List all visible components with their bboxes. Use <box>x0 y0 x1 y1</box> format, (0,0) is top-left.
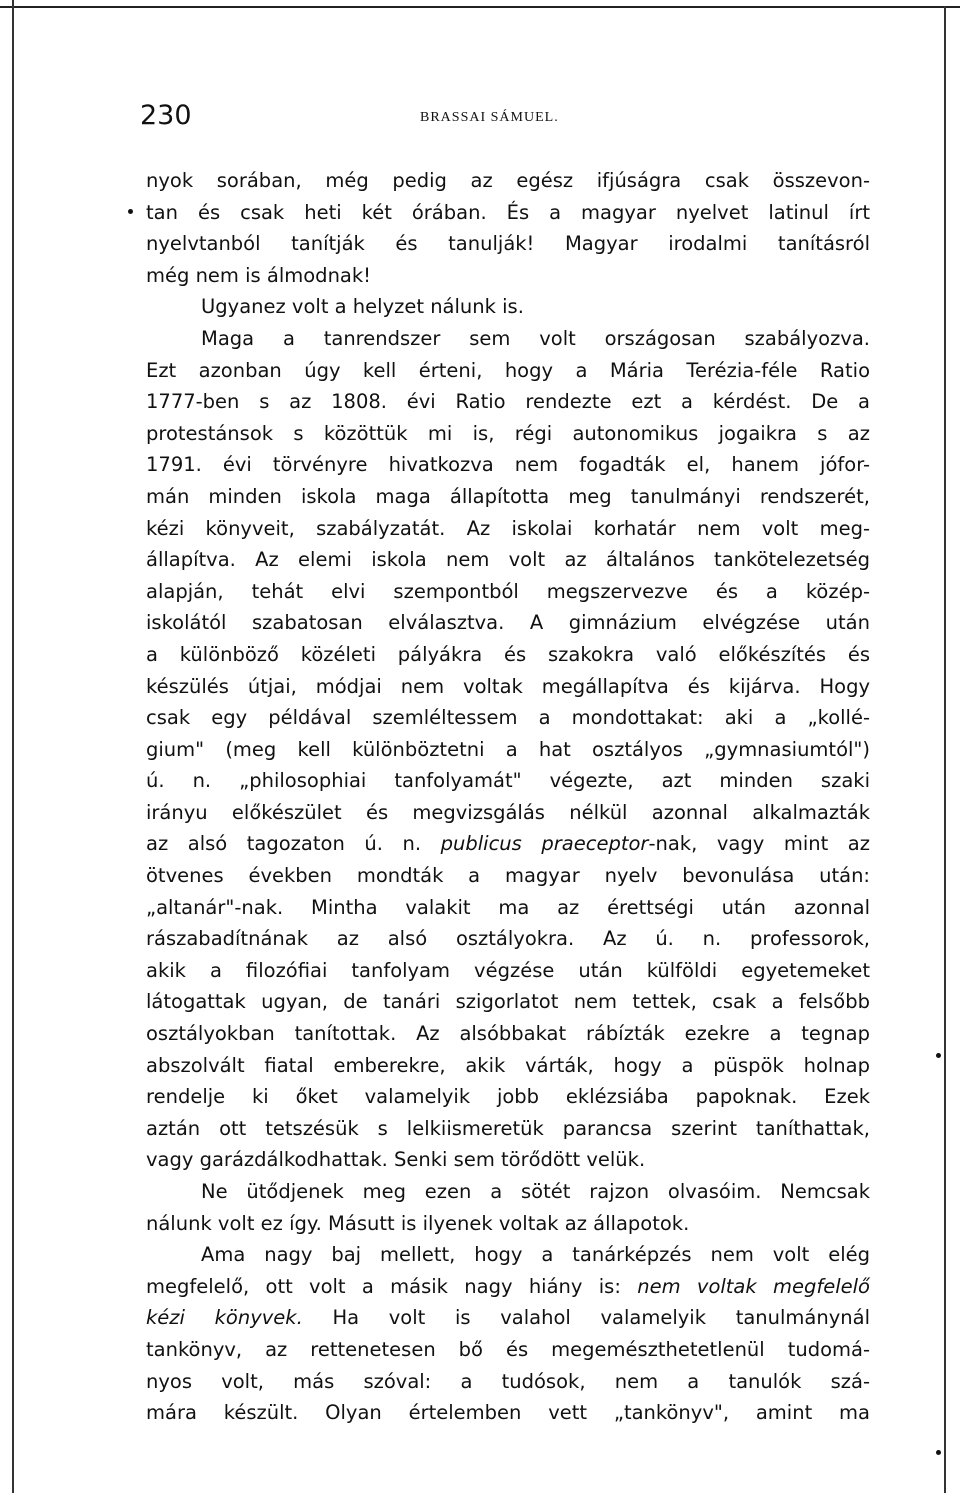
page-frame-top-rule <box>0 6 960 8</box>
page-number: 230 <box>140 100 192 131</box>
page-frame-left-rule <box>12 0 14 1493</box>
text-line: ötvenes években mondták a magyar nyelv bevonulása után: <box>146 864 870 888</box>
text-line: Ama nagy baj mellett, hogy a tanárképzés nem volt elég <box>201 1243 870 1267</box>
text-line: készülés útjai, módjai nem voltak megállapítva és kijárva. Hogy <box>146 674 870 698</box>
text-line: gium" (meg kell különböztetni a hat osztályos „gymnasiumtól") <box>146 737 870 761</box>
text-line: kézi könyveit, szabályzatát. Az iskolai korhatár nem volt meg- <box>146 516 870 540</box>
text-line: 1791. évi törvényre hivatkozva nem fogadták el, hanem jófor- <box>146 453 870 477</box>
margin-mark <box>128 209 133 214</box>
text-line: Maga a tanrendszer sem volt országosan szabályozva. <box>201 326 870 350</box>
text-line: alapján, tehát elvi szempontból megszervezve és a közép- <box>146 579 870 603</box>
text-line: ú. n. „philosophiai tanfolyamát" végezte, azt minden szaki <box>146 769 870 793</box>
italic-phrase: kézi könyvek. <box>146 1306 303 1330</box>
text-line: nyos volt, más szóval: a tudósok, nem a tanulók szá- <box>146 1369 870 1393</box>
text-line: nyok sorában, még pedig az egész ifjúságra csak összevon- <box>146 169 870 192</box>
text-line: akik a filozófiai tanfolyam végzése után külföldi egyetemeket <box>146 958 870 982</box>
page-frame-right-rule <box>944 6 946 1493</box>
italic-phrase: nem voltak megfelelő <box>637 1274 870 1298</box>
margin-mark <box>936 1450 941 1455</box>
text-line: megfelelő, ott volt a másik nagy hiány is: nem voltak megfelelő <box>146 1274 870 1298</box>
text-line: még nem is álmodnak! <box>146 263 371 287</box>
text-line: látogattak ugyan, de tanári szigorlatot nem tettek, csak a felsőbb <box>146 990 870 1014</box>
text-line: csak egy példával szemléltessem a mondottakat: aki a „kollé- <box>146 706 870 730</box>
running-head: BRASSAI SÁMUEL. <box>420 110 559 125</box>
text-line: vagy garázdálkodhattak. Senki sem törődött velük. <box>146 1148 646 1172</box>
text-line: 1777-ben s az 1808. évi Ratio rendezte ezt a kérdést. De a <box>146 390 870 414</box>
text-line: mán minden iskola maga állapította meg tanulmányi rendszerét, <box>146 484 870 508</box>
text-line: rendelje ki őket valamelyik jobb eklézsiába papoknak. Ezek <box>146 1085 870 1109</box>
text-line: iskolától szabatosan elválasztva. A gimnázium elvégzése után <box>146 611 870 635</box>
text-line: nyelvtanból tanítják és tanulják! Magyar irodalmi tanításról <box>146 232 870 256</box>
text-line: irányu előkészület és megvizsgálás nélkül azonnal alkalmazták <box>146 800 870 824</box>
text-line: rászabadítnának az alsó osztályokra. Az ú. n. professorok, <box>146 927 870 951</box>
text-line: nálunk volt ez így. Másutt is ilyenek voltak az állapotok. <box>146 1211 690 1235</box>
text-line: kézi könyvek. Ha volt is valahol valamelyik tanulmánynál <box>146 1306 870 1330</box>
text-line: az alsó tagozaton ú. n. publicus praeceptor-nak, vagy mint az <box>146 832 870 856</box>
italic-phrase: publicus praeceptor <box>440 832 649 856</box>
text-line: állapítva. Az elemi iskola nem volt az általános tankötelezetség <box>146 548 870 572</box>
text-line: abszolvált fiatal emberekre, akik várták, hogy a püspök holnap <box>146 1053 870 1077</box>
text-line: aztán ott tetszésük s lelkiismeretük parancsa szerint taníthattak, <box>146 1116 870 1140</box>
text-line: Ugyanez volt a helyzet nálunk is. <box>201 295 524 319</box>
margin-mark <box>936 1053 941 1058</box>
text-line: osztályokban tanítottak. Az alsóbbakat rábízták ezekre a tegnap <box>146 1022 870 1046</box>
text-line: „altanár"-nak. Mintha valakit ma az érettségi után azonnal <box>146 895 870 919</box>
text-line: tankönyv, az rettenetesen bő és megemészthetetlenül tudomá- <box>146 1337 870 1361</box>
text-line: tan és csak heti két órában. És a magyar nyelvet latinul írt <box>146 200 870 224</box>
page-header <box>140 100 880 136</box>
text-line: Ne ütődjenek meg ezen a sötét rajzon olvasóim. Nemcsak <box>201 1180 870 1203</box>
text-line: Ezt azonban úgy kell érteni, hogy a Mária Terézia-féle Ratio <box>146 358 870 382</box>
body-text <box>146 165 870 1429</box>
text-line: a különböző közéleti pályákra és szakokra való előkészítés és <box>146 642 870 666</box>
text-line: protestánsok s közöttük mi is, régi autonomikus jogaikra s az <box>146 421 870 445</box>
text-line: mára készült. Olyan értelemben vett „tankönyv", amint ma <box>146 1401 870 1425</box>
